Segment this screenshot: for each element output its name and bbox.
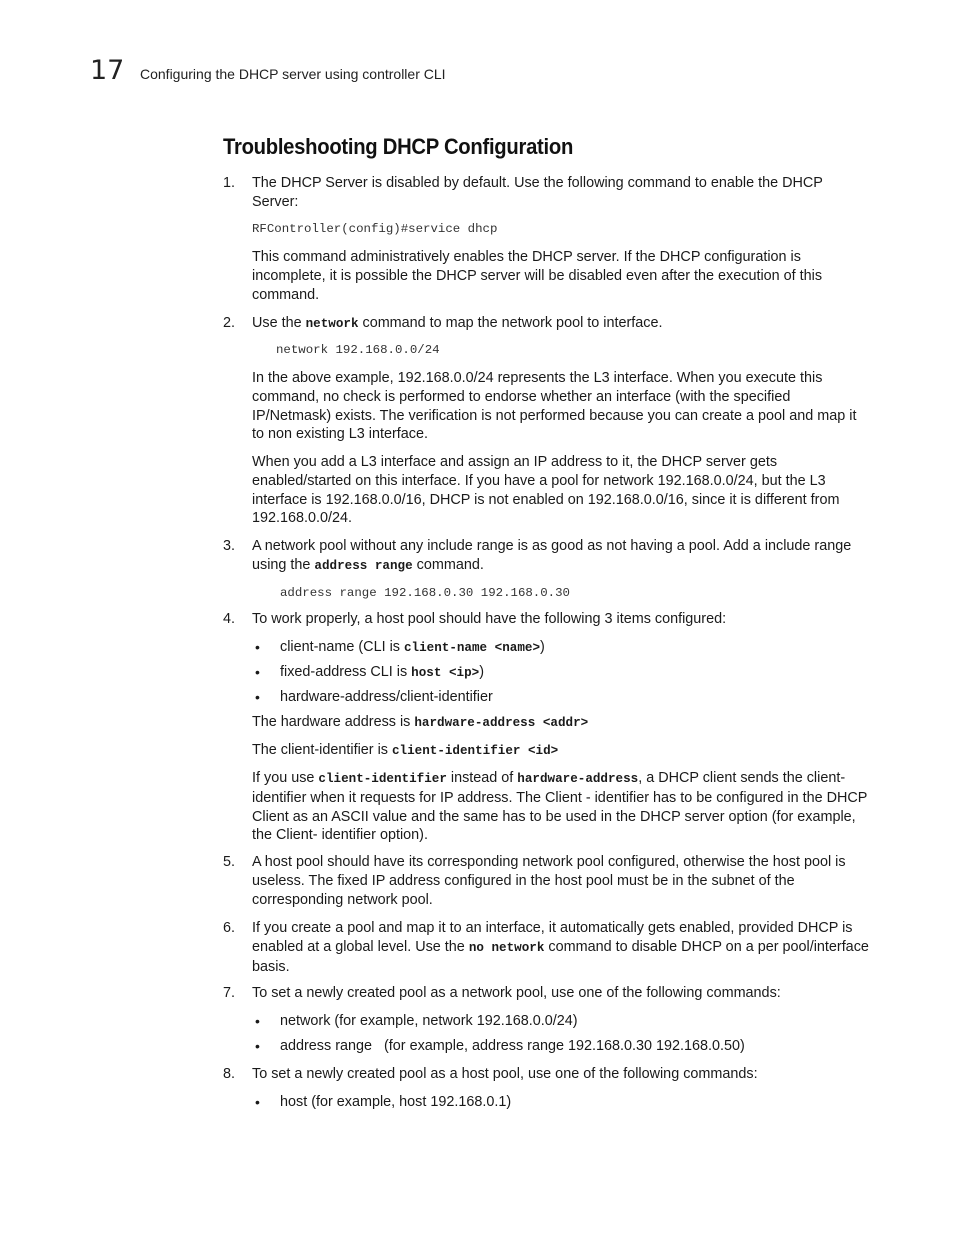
step-7-text: To set a newly created pool as a network pool, use one of the following commands: (252, 985, 781, 1001)
section-title: Troubleshooting DHCP Configuration (223, 134, 574, 159)
chapter-number: 17 (90, 55, 125, 86)
bullet-address-range-example: address range (for example, address range 192.168.0.30 192.168.0.50) (280, 1038, 745, 1054)
code-address-range: address range 192.168.0.30 192.168.0.30 (280, 586, 570, 600)
step-5-text: A host pool should have its corresponding network pool configured, otherwise the host pool is useless. The fixed IP address configured in the host pool must be in the subnet of the corresponding network pool. (252, 854, 846, 908)
step-number: 4. (223, 611, 236, 627)
bullet: • (255, 1038, 260, 1054)
step-3-text: A network pool without any include range is as good as not having a pool. Add a include range using the address range command. (252, 538, 852, 573)
bullet-hardware-address: hardware-address/client-identifier (280, 689, 493, 705)
bullet-network-example: network (for example, network 192.168.0.0/24) (280, 1013, 578, 1029)
bullet: • (255, 689, 260, 705)
bullet-client-name: client-name (CLI is client-name <name>) (280, 639, 545, 655)
step-2-text: Use the network command to map the network pool to interface. (252, 315, 663, 331)
chapter-title: Configuring the DHCP server using controller CLI (140, 66, 446, 82)
code-network: network 192.168.0.0/24 (276, 343, 440, 357)
step-8-text: To set a newly created pool as a host pool, use one of the following commands: (252, 1066, 758, 1082)
client-identifier-line: The client-identifier is client-identifier <id> (252, 742, 559, 758)
bullet: • (255, 1094, 260, 1110)
step-4-note: If you use client-identifier instead of hardware-address, a DHCP client sends the client-identifier when it requests for IP address. The Client - identifier has to be configured in the DHCP Client as an ASCII value and the same has to be used in the DHCP server option (for example, the Client- identifier option). (252, 770, 868, 844)
step-number: 7. (223, 985, 236, 1001)
bullet-fixed-address: fixed-address CLI is host <ip>) (280, 664, 484, 680)
step-number: 5. (223, 854, 236, 870)
inline-command: address range (314, 558, 413, 573)
hardware-address-line: The hardware address is hardware-address <addr> (252, 714, 589, 730)
step-1-note: This command administratively enables the DHCP server. If the DHCP configuration is incomplete, it is possible the DHCP server will be disabled even after the execution of this command. (252, 249, 823, 303)
step-4-text: To work properly, a host pool should have the following 3 items configured: (252, 611, 727, 627)
step-2-note-1: In the above example, 192.168.0.0/24 represents the L3 interface. When you execute this command, no check is performed to endorse whether an interface (with the specified IP/Netmask) exists. The verification is not performed because you can create a pool and map it to non existing L3 interface. (252, 370, 857, 443)
step-number: 6. (223, 920, 236, 936)
bullet: • (255, 664, 260, 680)
bullet: • (255, 639, 260, 655)
step-number: 1. (223, 175, 236, 191)
inline-command: no network (468, 940, 545, 955)
bullet-host-example: host (for example, host 192.168.0.1) (280, 1094, 512, 1110)
bullet: • (255, 1013, 260, 1029)
step-2-note-2: When you add a L3 interface and assign an IP address to it, the DHCP server gets enabled/started on this interface. If you have a pool for network 192.168.0.0/24, but the L3 interface is 192.168.0.0/16, DHCP is not enabled on 192.168.0.0/16, since it is different from 192.168.0.0/24. (252, 454, 840, 527)
code-service-dhcp: RFController(config)#service dhcp (252, 222, 498, 236)
step-number: 2. (223, 315, 236, 331)
step-6-text: If you create a pool and map it to an interface, it automatically gets enabled, provided DHCP is enabled at a global level. Use the no network command to disable DHCP on a per pool/interface basis. (252, 920, 869, 975)
step-number: 8. (223, 1066, 236, 1082)
step-number: 3. (223, 538, 236, 554)
step-1-text: The DHCP Server is disabled by default. Use the following command to enable the DHCP Server: (252, 175, 823, 210)
inline-command: network (305, 317, 359, 331)
